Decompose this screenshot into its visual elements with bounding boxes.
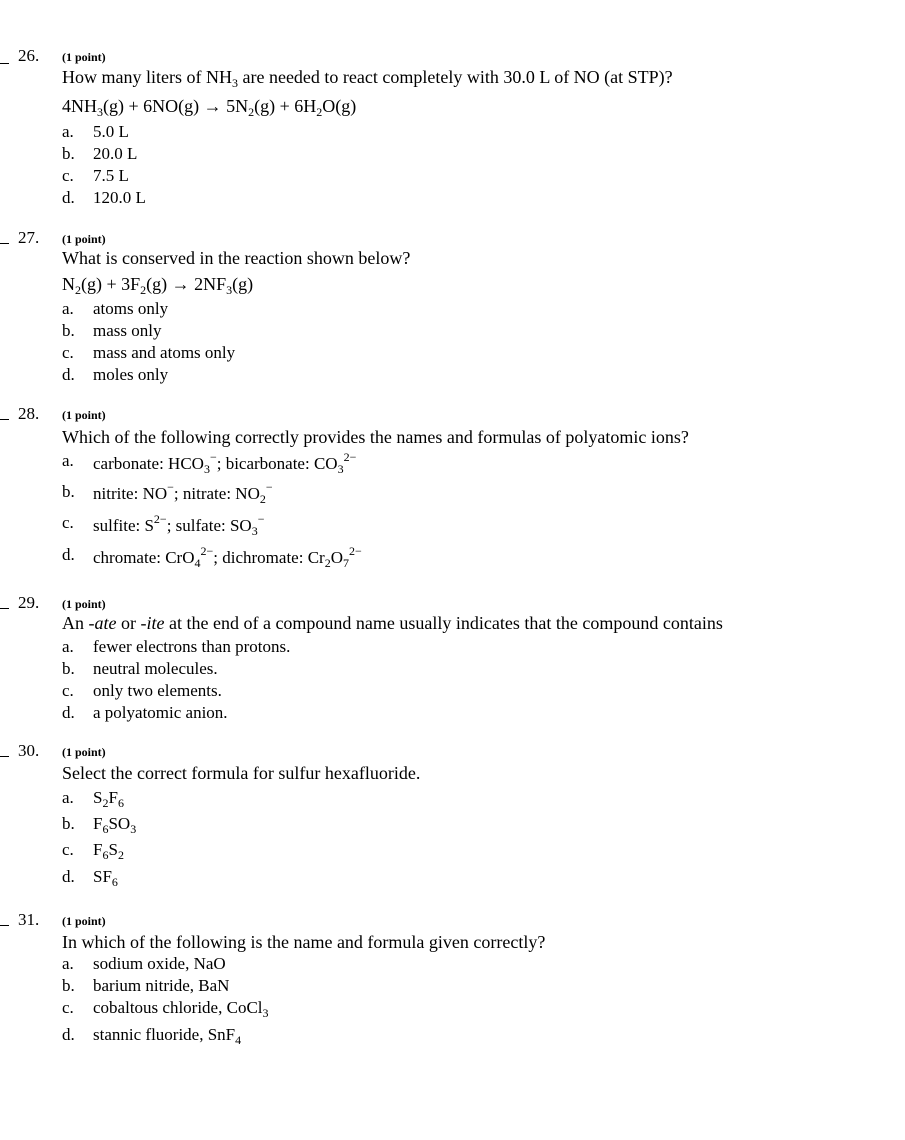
choice-letter[interactable]: b. — [62, 814, 75, 833]
choice-letter[interactable]: b. — [62, 659, 75, 678]
choice-text[interactable]: carbonate: $HCO_3^-$; bicarbonate: $CO_3^{2-}$ — [93, 450, 357, 476]
question-points: (1 point) — [62, 232, 106, 246]
choice-text[interactable]: a polyatomic anion. — [93, 703, 228, 722]
answer-blank[interactable] — [0, 419, 9, 420]
choice-text[interactable]: only two elements. — [93, 681, 222, 700]
answer-blank[interactable] — [0, 608, 9, 609]
answer-blank[interactable] — [0, 63, 9, 64]
choice-text[interactable]: $SF_6$ — [93, 867, 118, 889]
choice-letter[interactable]: d. — [62, 703, 75, 722]
choice-text[interactable]: moles only — [93, 365, 169, 384]
question-text: Which of the following correctly provides the names and formulas of polyatomic ions? — [62, 427, 689, 447]
choice-text[interactable]: stannic fluoride, SnF$_4$ — [93, 1025, 242, 1047]
choice-letter[interactable]: d. — [62, 545, 75, 564]
choice-text[interactable]: mass and atoms only — [93, 343, 236, 362]
question-number: 27. — [18, 228, 40, 247]
choice-text[interactable]: cobaltous chloride, CoCl$_3$ — [93, 998, 269, 1020]
choice-text[interactable]: 7.5 L — [93, 166, 129, 185]
choice-letter[interactable]: a. — [62, 299, 74, 318]
choice-letter[interactable]: c. — [62, 513, 74, 532]
question-number: 30. — [18, 741, 40, 760]
choice-letter[interactable]: b. — [62, 976, 75, 995]
question-text: Select the correct formula for sulfur hexafluoride. — [62, 763, 421, 783]
choice-letter[interactable]: b. — [62, 321, 75, 340]
question-equation: $4NH_3(g) + 6NO(g) \to 5N_2(g) + 6H_2O(g)$ — [62, 96, 357, 119]
choice-text[interactable]: mass only — [93, 321, 162, 340]
choice-text[interactable]: nitrite: NO−; nitrate: $NO_2^-$ — [93, 480, 273, 506]
choice-text[interactable]: $F_6SO_3$ — [93, 814, 137, 836]
choice-text[interactable]: 20.0 L — [93, 144, 138, 163]
choice-text[interactable]: atoms only — [93, 299, 169, 318]
choice-letter[interactable]: b. — [62, 144, 75, 163]
choice-text[interactable]: barium nitride, BaN — [93, 976, 230, 995]
choice-letter[interactable]: d. — [62, 1025, 75, 1044]
question-number: 29. — [18, 593, 40, 612]
choice-letter[interactable]: d. — [62, 188, 75, 207]
question-points: (1 point) — [62, 408, 106, 422]
choice-letter[interactable]: c. — [62, 343, 74, 362]
choice-letter[interactable]: c. — [62, 166, 74, 185]
question-number: 31. — [18, 910, 40, 929]
choice-letter[interactable]: a. — [62, 637, 74, 656]
choice-letter[interactable]: c. — [62, 840, 74, 859]
choice-text[interactable]: sodium oxide, NaO — [93, 954, 226, 973]
question-text: How many liters of $NH_3$ are needed to react completely with 30.0 L of NO (at STP)? — [62, 67, 673, 90]
question-points: (1 point) — [62, 50, 106, 64]
question-number: 28. — [18, 404, 40, 423]
choice-letter[interactable]: a. — [62, 788, 74, 807]
question-points: (1 point) — [62, 597, 106, 611]
choice-letter[interactable]: c. — [62, 998, 74, 1017]
question-number: 26. — [18, 46, 40, 65]
choice-letter[interactable]: c. — [62, 681, 74, 700]
choice-text[interactable]: 120.0 L — [93, 188, 146, 207]
question-text: In which of the following is the name and formula given correctly? — [62, 932, 546, 952]
choice-text[interactable]: neutral molecules. — [93, 659, 218, 678]
question-points: (1 point) — [62, 745, 106, 759]
choice-letter[interactable]: a. — [62, 451, 74, 470]
choice-text[interactable]: fewer electrons than protons. — [93, 637, 291, 656]
question-points: (1 point) — [62, 914, 106, 928]
choice-letter[interactable]: a. — [62, 954, 74, 973]
choice-letter[interactable]: a. — [62, 122, 74, 141]
choice-text[interactable]: sulfite: $S^{2-}$; sulfate: $SO_3^-$ — [93, 512, 265, 538]
choice-letter[interactable]: d. — [62, 365, 75, 384]
answer-blank[interactable] — [0, 756, 9, 757]
choice-text[interactable]: $S_2F_6$ — [93, 788, 124, 810]
answer-blank[interactable] — [0, 243, 9, 244]
question-equation: $N_2(g) + 3F_2(g) \to 2NF_3(g)$ — [62, 274, 254, 297]
question-text: An -ate or -ite at the end of a compound name usually indicates that the compound contains — [62, 613, 723, 633]
question-text: What is conserved in the reaction shown below? — [62, 248, 411, 268]
choice-text[interactable]: chromate: CrO$_4^{2-}$; dichromate: $Cr_2O_7^{2-}$ — [93, 544, 362, 570]
choice-text[interactable]: $F_6S_2$ — [93, 840, 124, 862]
choice-letter[interactable]: b. — [62, 482, 75, 501]
choice-text[interactable]: 5.0 L — [93, 122, 129, 141]
choice-letter[interactable]: d. — [62, 867, 75, 886]
answer-blank[interactable] — [0, 925, 9, 926]
